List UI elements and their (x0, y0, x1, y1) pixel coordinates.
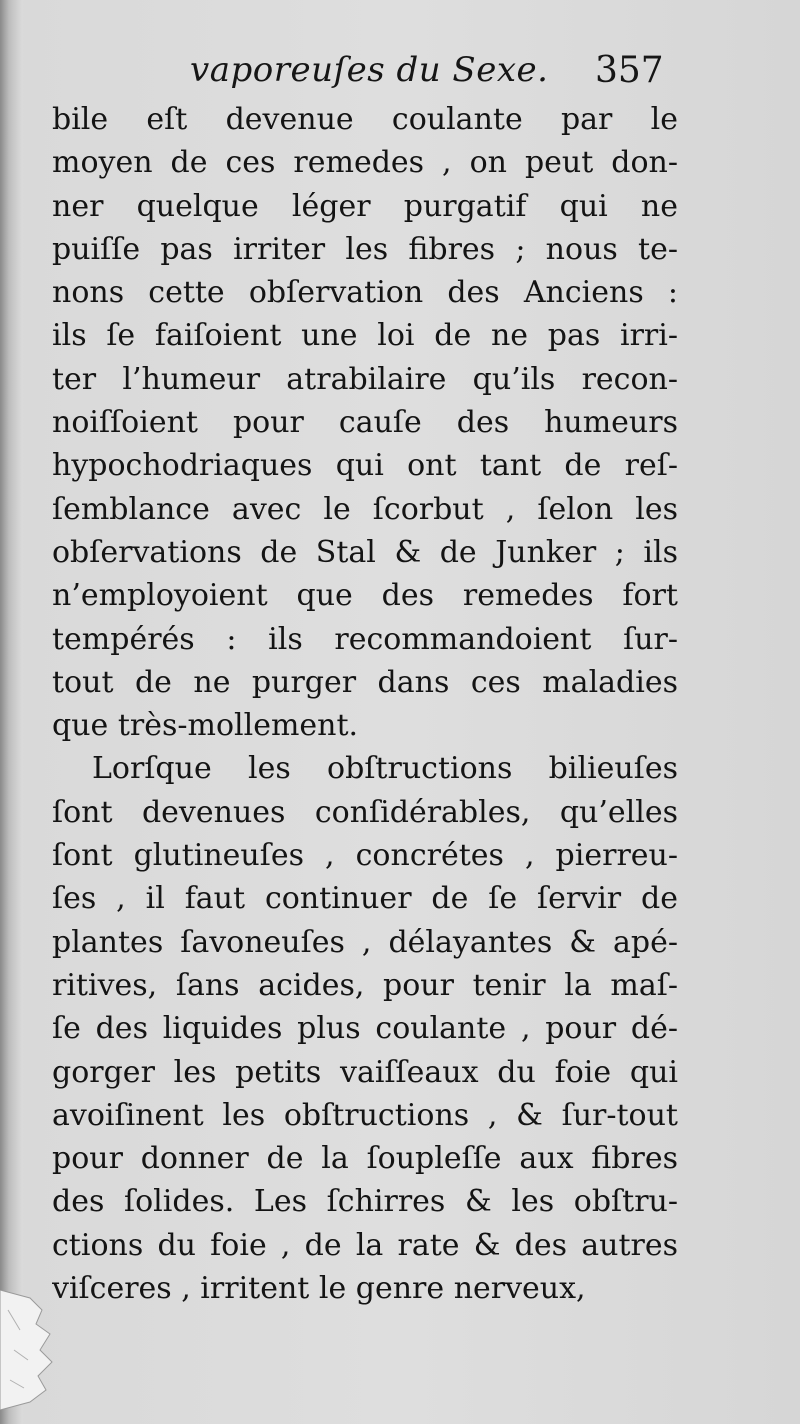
text-line: avoiſinent les obſtructions , & ſur-tout (52, 1097, 678, 1133)
text-line: ritives, ſans acides, pour tenir la maſ- (52, 967, 678, 1003)
text-line: tout de ne purger dans ces maladies (52, 664, 678, 700)
text-line: obſervations de Stal & de Junker ; ils (52, 534, 678, 570)
text-line: noiſſoient pour cauſe des humeurs (52, 405, 678, 441)
page-number: 357 (595, 50, 664, 91)
text-line: ſemblance avec le ſcorbut , ſelon les (52, 491, 678, 527)
running-title: vaporeuſes du Sexe. (190, 50, 549, 90)
text-line: ſes , il faut continuer de ſe ſervir de (52, 881, 678, 917)
text-line: ner quelque léger purgatif qui ne (52, 188, 678, 224)
text-line: pour donner de la ſoupleſſe aux fibres (52, 1141, 678, 1177)
text-line: ils ſe faiſoient une loi de ne pas irri- (52, 318, 678, 354)
text-line: ſont devenues conſidérables, qu’elles (52, 794, 678, 830)
running-head (0, 50, 800, 100)
text-line: ſont glutineuſes , concrétes , pierreu- (52, 838, 678, 874)
text-line: tempérés : ils recommandoient ſur- (52, 621, 678, 657)
text-line: Lorſque les obſtructions bilieuſes (92, 751, 678, 787)
text-line: n’employoient que des remedes fort (52, 578, 678, 614)
text-line: nons cette obſervation des Anciens : (52, 275, 678, 311)
text-line: que très-mollement. (52, 708, 359, 744)
text-line: ſe des liquides plus coulante , pour dé- (52, 1011, 678, 1047)
text-body (52, 98, 678, 1310)
text-line: ter l’humeur atrabilaire qu’ils recon- (52, 361, 678, 397)
torn-paper-edge (0, 1290, 60, 1410)
gutter-shadow (0, 0, 22, 1424)
text-line: plantes ſavoneuſes , délayantes & apé- (52, 924, 678, 960)
text-line: puiſſe pas irriter les fibres ; nous te- (52, 231, 678, 267)
text-line: bile eſt devenue coulante par le (52, 102, 678, 137)
text-line: des ſolides. Les ſchirres & les obſtru- (52, 1184, 678, 1220)
text-line: gorger les petits vaiſſeaux du foie qui (52, 1054, 678, 1090)
text-line: viſceres , irritent le genre nerveux, (52, 1271, 586, 1307)
text-line: moyen de ces remedes , on peut don- (52, 145, 678, 181)
text-line: ctions du foie , de la rate & des autres (52, 1227, 678, 1263)
text-line: hypochodriaques qui ont tant de reſ- (52, 448, 678, 484)
